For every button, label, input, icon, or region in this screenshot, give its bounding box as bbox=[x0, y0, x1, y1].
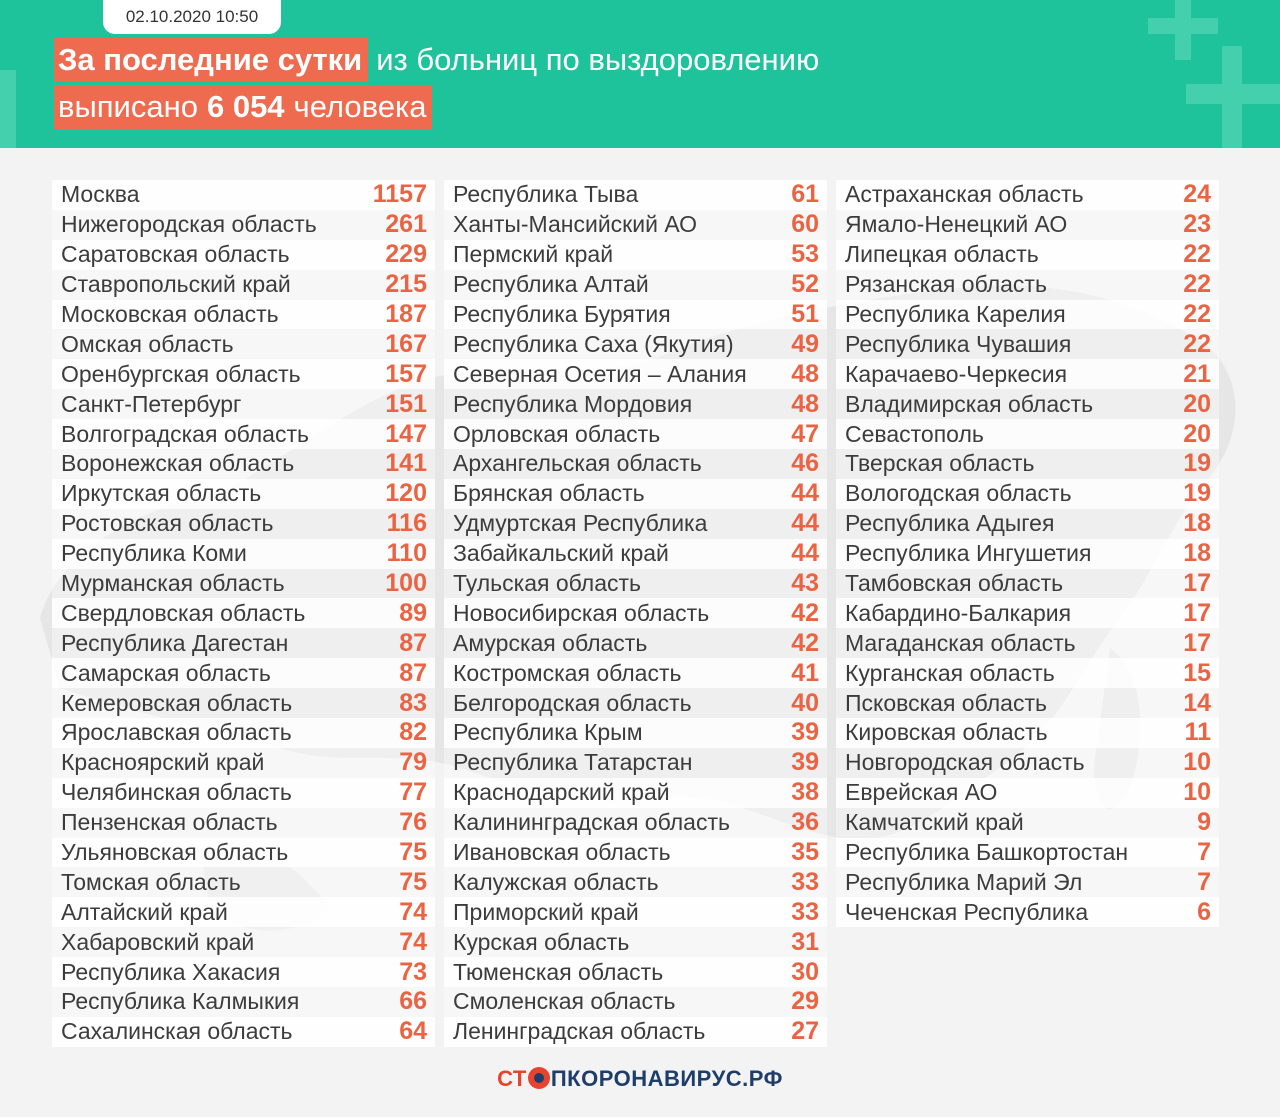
region-value: 11 bbox=[1184, 718, 1211, 747]
region-name: Пензенская область bbox=[61, 809, 278, 836]
region-name: Тюменская область bbox=[453, 958, 664, 985]
region-name: Красноярский край bbox=[61, 749, 265, 776]
region-name: Забайкальский край bbox=[453, 540, 669, 567]
region-value: 43 bbox=[791, 569, 819, 598]
title-highlight: За последние сутки bbox=[54, 38, 368, 82]
region-value: 17 bbox=[1183, 628, 1211, 657]
region-value: 52 bbox=[791, 270, 819, 299]
region-value: 147 bbox=[385, 419, 427, 448]
region-value: 75 bbox=[399, 838, 427, 867]
virus-icon bbox=[528, 1067, 550, 1089]
region-name: Еврейская АО bbox=[845, 779, 998, 806]
region-value: 41 bbox=[791, 658, 819, 687]
region-value: 74 bbox=[399, 927, 427, 956]
region-name: Смоленская область bbox=[453, 988, 676, 1015]
region-row bbox=[52, 509, 435, 539]
region-name: Республика Мордовия bbox=[453, 390, 693, 417]
region-row bbox=[836, 598, 1219, 628]
region-name: Ленинградская область bbox=[453, 1018, 706, 1045]
region-name: Республика Марий Эл bbox=[845, 868, 1083, 895]
region-row bbox=[836, 180, 1219, 210]
region-row bbox=[444, 808, 827, 838]
region-name: Пермский край bbox=[453, 241, 614, 268]
stopcoronavirus-logo bbox=[0, 1066, 1280, 1092]
region-value: 64 bbox=[399, 1017, 427, 1046]
region-name: Ивановская область bbox=[453, 839, 671, 866]
region-value: 151 bbox=[385, 389, 427, 418]
region-name: Ростовская область bbox=[61, 510, 274, 537]
region-name: Приморский край bbox=[453, 898, 639, 925]
region-value: 15 bbox=[1183, 658, 1211, 687]
region-value: 44 bbox=[791, 539, 819, 568]
region-row bbox=[836, 270, 1219, 300]
region-value: 19 bbox=[1183, 479, 1211, 508]
region-name: Орловская область bbox=[453, 420, 661, 447]
region-value: 116 bbox=[386, 509, 427, 538]
region-row bbox=[836, 389, 1219, 419]
region-name: Псковская область bbox=[845, 689, 1047, 716]
region-value: 141 bbox=[385, 449, 427, 478]
region-name: Амурская область bbox=[453, 629, 648, 656]
region-name: Республика Тыва bbox=[453, 181, 639, 208]
recovered-total: 6 054 bbox=[206, 89, 285, 124]
region-value: 261 bbox=[385, 210, 427, 239]
region-name: Республика Калмыкия bbox=[61, 988, 300, 1015]
region-name: Брянская область bbox=[453, 480, 645, 507]
region-name: Архангельская область bbox=[453, 450, 702, 477]
region-name: Республика Чувашия bbox=[845, 330, 1072, 357]
region-row bbox=[836, 210, 1219, 240]
title-prefix: выписано bbox=[58, 89, 198, 124]
region-row bbox=[52, 808, 435, 838]
region-row bbox=[52, 778, 435, 808]
region-row bbox=[444, 718, 827, 748]
region-name: Республика Ингушетия bbox=[845, 540, 1092, 567]
region-value: 60 bbox=[791, 210, 819, 239]
region-row bbox=[444, 867, 827, 897]
region-name: Тамбовская область bbox=[845, 570, 1064, 597]
region-name: Курганская область bbox=[845, 659, 1055, 686]
title-line-1 bbox=[54, 38, 819, 82]
region-value: 18 bbox=[1183, 539, 1211, 568]
region-value: 73 bbox=[399, 957, 427, 986]
region-row bbox=[52, 927, 435, 957]
region-row bbox=[444, 569, 827, 599]
region-row bbox=[444, 180, 827, 210]
region-name: Омская область bbox=[61, 330, 234, 357]
region-name: Саратовская область bbox=[61, 241, 290, 268]
region-row bbox=[836, 300, 1219, 330]
region-value: 30 bbox=[791, 957, 819, 986]
region-row bbox=[836, 569, 1219, 599]
date-badge: 02.10.2020 10:50 bbox=[103, 0, 281, 34]
region-value: 48 bbox=[791, 359, 819, 388]
region-row bbox=[52, 419, 435, 449]
region-value: 7 bbox=[1197, 867, 1211, 896]
region-name: Калужская область bbox=[453, 868, 659, 895]
region-value: 215 bbox=[385, 270, 427, 299]
region-value: 14 bbox=[1183, 688, 1211, 717]
region-row bbox=[444, 688, 827, 718]
region-name: Удмуртская Республика bbox=[453, 510, 708, 537]
region-value: 27 bbox=[791, 1017, 819, 1046]
region-value: 89 bbox=[399, 598, 427, 627]
region-value: 87 bbox=[399, 628, 427, 657]
region-row bbox=[52, 240, 435, 270]
region-row bbox=[444, 539, 827, 569]
region-value: 82 bbox=[399, 718, 427, 747]
region-row bbox=[836, 748, 1219, 778]
region-row bbox=[444, 509, 827, 539]
region-name: Курская область bbox=[453, 928, 630, 955]
region-value: 49 bbox=[791, 329, 819, 358]
region-row bbox=[52, 359, 435, 389]
region-row bbox=[52, 748, 435, 778]
region-name: Республика Саха (Якутия) bbox=[453, 330, 734, 357]
region-row bbox=[836, 359, 1219, 389]
region-name: Свердловская область bbox=[61, 599, 306, 626]
region-row bbox=[52, 598, 435, 628]
region-row bbox=[836, 718, 1219, 748]
region-row bbox=[52, 688, 435, 718]
region-value: 22 bbox=[1183, 300, 1211, 328]
region-name: Карачаево-Черкесия bbox=[845, 360, 1068, 387]
region-row bbox=[444, 658, 827, 688]
region-value: 24 bbox=[1183, 180, 1211, 209]
region-row bbox=[52, 1017, 435, 1047]
region-value: 46 bbox=[791, 449, 819, 478]
region-row bbox=[444, 778, 827, 808]
region-row bbox=[52, 718, 435, 748]
region-name: Владимирская область bbox=[845, 390, 1094, 417]
region-value: 17 bbox=[1183, 598, 1211, 627]
region-name: Костромская область bbox=[453, 659, 682, 686]
region-name: Вологодская область bbox=[845, 480, 1072, 507]
region-name: Московская область bbox=[61, 301, 279, 327]
region-name: Кабардино-Балкария bbox=[845, 599, 1072, 626]
region-value: 38 bbox=[791, 778, 819, 807]
region-name: Республика Татарстан bbox=[453, 749, 693, 776]
region-row bbox=[52, 897, 435, 927]
region-row bbox=[444, 479, 827, 509]
region-value: 39 bbox=[791, 718, 819, 747]
region-name: Республика Алтай bbox=[453, 271, 649, 298]
region-value: 77 bbox=[399, 778, 427, 807]
regions-column-3 bbox=[836, 180, 1219, 927]
logo-text-part1: СТ bbox=[497, 1066, 527, 1091]
region-name: Республика Дагестан bbox=[61, 629, 289, 656]
region-name: Алтайский край bbox=[61, 898, 228, 925]
region-name: Сахалинская область bbox=[61, 1018, 293, 1045]
region-name: Краснодарский край bbox=[453, 779, 670, 806]
region-name: Кировская область bbox=[845, 719, 1048, 746]
region-value: 66 bbox=[399, 987, 427, 1016]
region-row bbox=[836, 509, 1219, 539]
region-row bbox=[444, 329, 827, 359]
regions-column-1 bbox=[52, 180, 435, 1047]
region-row bbox=[52, 479, 435, 509]
region-name: Чеченская Республика bbox=[845, 898, 1089, 925]
title-suffix: человека bbox=[293, 89, 427, 124]
region-name: Томская область bbox=[61, 868, 241, 895]
region-row bbox=[444, 359, 827, 389]
region-row bbox=[52, 329, 435, 359]
region-value: 167 bbox=[385, 329, 427, 358]
region-name: Республика Адыгея bbox=[845, 510, 1055, 537]
region-value: 74 bbox=[399, 897, 427, 926]
region-name: Ямало-Ненецкий АО bbox=[845, 211, 1068, 238]
region-row bbox=[836, 539, 1219, 569]
region-value: 48 bbox=[791, 389, 819, 418]
region-row bbox=[52, 389, 435, 419]
region-row bbox=[52, 957, 435, 987]
region-row bbox=[52, 569, 435, 599]
region-row bbox=[52, 210, 435, 240]
plus-decoration-icon bbox=[0, 70, 16, 148]
region-value: 33 bbox=[791, 867, 819, 896]
region-value: 42 bbox=[791, 628, 819, 657]
region-name: Воронежская область bbox=[61, 450, 295, 477]
region-value: 40 bbox=[791, 688, 819, 717]
region-value: 75 bbox=[399, 867, 427, 896]
region-row bbox=[444, 300, 827, 330]
region-row bbox=[444, 838, 827, 868]
region-name: Липецкая область bbox=[845, 241, 1039, 268]
region-name: Республика Бурятия bbox=[453, 301, 671, 327]
region-value: 18 bbox=[1183, 509, 1211, 538]
region-row bbox=[836, 658, 1219, 688]
region-row bbox=[52, 628, 435, 658]
region-value: 10 bbox=[1183, 748, 1211, 777]
region-name: Астраханская область bbox=[845, 181, 1084, 208]
region-name: Ставропольский край bbox=[61, 271, 291, 298]
region-row bbox=[444, 210, 827, 240]
region-row bbox=[52, 180, 435, 210]
region-name: Северная Осетия – Алания bbox=[453, 360, 747, 387]
region-value: 20 bbox=[1183, 419, 1211, 448]
region-value: 39 bbox=[791, 748, 819, 777]
region-row bbox=[444, 927, 827, 957]
region-name: Кемеровская область bbox=[61, 689, 293, 716]
region-value: 120 bbox=[385, 479, 427, 508]
region-value: 53 bbox=[791, 240, 819, 269]
region-row bbox=[836, 479, 1219, 509]
region-value: 10 bbox=[1183, 778, 1211, 807]
region-row bbox=[52, 449, 435, 479]
region-row bbox=[836, 808, 1219, 838]
region-value: 20 bbox=[1183, 389, 1211, 418]
region-value: 36 bbox=[791, 808, 819, 837]
region-value: 51 bbox=[791, 300, 819, 328]
region-row bbox=[444, 748, 827, 778]
region-row bbox=[444, 270, 827, 300]
region-name: Оренбургская область bbox=[61, 360, 301, 387]
region-name: Калининградская область bbox=[453, 809, 730, 836]
logo-text-part2: ПКОРОНАВИРУС.РФ bbox=[550, 1066, 783, 1091]
region-name: Тульская область bbox=[453, 570, 642, 597]
region-name: Мурманская область bbox=[61, 570, 285, 597]
region-name: Тверская область bbox=[845, 450, 1035, 477]
region-row bbox=[52, 987, 435, 1017]
region-row bbox=[444, 449, 827, 479]
region-row bbox=[836, 867, 1219, 897]
region-row bbox=[444, 987, 827, 1017]
region-value: 31 bbox=[791, 927, 819, 956]
region-value: 83 bbox=[399, 688, 427, 717]
plus-decoration-icon bbox=[1186, 84, 1280, 104]
region-row bbox=[836, 628, 1219, 658]
region-name: Республика Башкортостан bbox=[845, 839, 1129, 866]
region-name: Нижегородская область bbox=[61, 211, 317, 238]
region-value: 29 bbox=[791, 987, 819, 1016]
region-row bbox=[836, 240, 1219, 270]
region-name: Камчатский край bbox=[845, 809, 1024, 836]
region-name: Республика Карелия bbox=[845, 301, 1066, 327]
region-name: Новосибирская область bbox=[453, 599, 710, 626]
region-name: Республика Хакасия bbox=[61, 958, 281, 985]
region-name: Рязанская область bbox=[845, 271, 1047, 298]
region-row bbox=[444, 240, 827, 270]
region-row bbox=[836, 419, 1219, 449]
region-value: 6 bbox=[1197, 897, 1211, 926]
region-value: 17 bbox=[1183, 569, 1211, 598]
region-name: Иркутская область bbox=[61, 480, 262, 507]
region-name: Самарская область bbox=[61, 659, 271, 686]
region-name: Москва bbox=[61, 181, 140, 208]
region-value: 44 bbox=[791, 509, 819, 538]
region-row bbox=[836, 329, 1219, 359]
region-value: 110 bbox=[386, 539, 427, 568]
region-value: 9 bbox=[1197, 808, 1211, 837]
region-value: 22 bbox=[1183, 270, 1211, 299]
region-row bbox=[52, 539, 435, 569]
region-row bbox=[836, 449, 1219, 479]
region-name: Ярославская область bbox=[61, 719, 292, 746]
region-value: 44 bbox=[791, 479, 819, 508]
region-name: Челябинская область bbox=[61, 779, 292, 806]
region-value: 33 bbox=[791, 897, 819, 926]
region-name: Белгородская область bbox=[453, 689, 692, 716]
region-name: Хабаровский край bbox=[61, 928, 255, 955]
title-rest: из больниц по выздоровлению bbox=[376, 42, 820, 77]
region-value: 1157 bbox=[372, 180, 427, 209]
region-name: Магаданская область bbox=[845, 629, 1076, 656]
plus-decoration-icon bbox=[1148, 18, 1218, 34]
region-row bbox=[836, 897, 1219, 927]
region-row bbox=[444, 897, 827, 927]
region-row bbox=[444, 389, 827, 419]
region-row bbox=[52, 838, 435, 868]
region-row bbox=[836, 688, 1219, 718]
region-value: 79 bbox=[399, 748, 427, 777]
region-row bbox=[52, 300, 435, 330]
regions-column-2 bbox=[444, 180, 827, 1047]
region-row bbox=[52, 658, 435, 688]
region-row bbox=[444, 957, 827, 987]
region-name: Новгородская область bbox=[845, 749, 1085, 776]
region-value: 187 bbox=[385, 300, 427, 328]
region-name: Республика Крым bbox=[453, 719, 643, 746]
region-value: 35 bbox=[791, 838, 819, 867]
header-banner bbox=[0, 0, 1280, 148]
region-name: Республика Коми bbox=[61, 540, 247, 567]
region-name: Севастополь bbox=[845, 420, 984, 447]
region-value: 47 bbox=[791, 419, 819, 448]
region-value: 42 bbox=[791, 598, 819, 627]
region-value: 229 bbox=[385, 240, 427, 269]
region-row bbox=[836, 838, 1219, 868]
region-name: Ульяновская область bbox=[61, 839, 289, 866]
region-name: Ханты-Мансийский АО bbox=[453, 211, 698, 238]
region-value: 22 bbox=[1183, 329, 1211, 358]
region-value: 22 bbox=[1183, 240, 1211, 269]
region-value: 157 bbox=[385, 359, 427, 388]
region-row bbox=[444, 1017, 827, 1047]
region-row bbox=[444, 628, 827, 658]
region-row bbox=[836, 778, 1219, 808]
region-row bbox=[52, 270, 435, 300]
region-row bbox=[444, 598, 827, 628]
title-line-2 bbox=[54, 85, 432, 129]
region-value: 7 bbox=[1197, 838, 1211, 867]
region-value: 23 bbox=[1183, 210, 1211, 239]
region-row bbox=[444, 419, 827, 449]
region-value: 100 bbox=[385, 569, 427, 598]
region-value: 76 bbox=[399, 808, 427, 837]
region-value: 21 bbox=[1183, 359, 1211, 388]
region-name: Волгоградская область bbox=[61, 420, 309, 447]
region-name: Санкт-Петербург bbox=[61, 390, 242, 417]
region-value: 87 bbox=[399, 658, 427, 687]
region-value: 19 bbox=[1183, 449, 1211, 478]
region-row bbox=[52, 867, 435, 897]
region-value: 61 bbox=[791, 180, 819, 209]
